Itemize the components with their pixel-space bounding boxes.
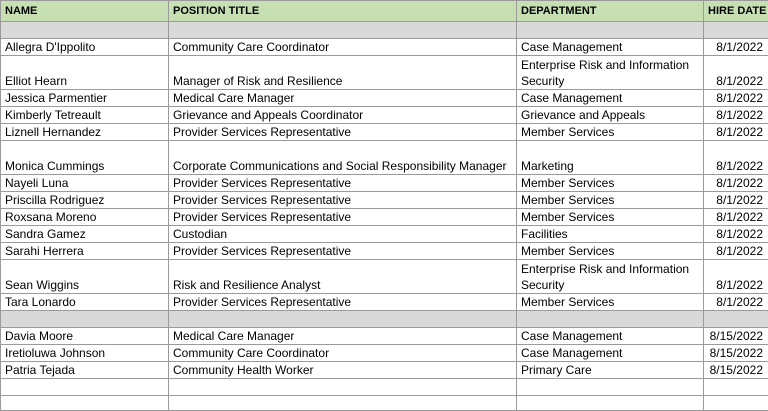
table-row [1,328,768,345]
cell-position[interactable]: Community Care Coordinator [169,345,517,362]
cell-department[interactable]: Grievance and Appeals [517,107,704,124]
table-row [1,260,768,294]
cell-hire-date[interactable]: 8/15/2022 [704,345,768,362]
cell-department[interactable]: Member Services [517,294,704,311]
cell-department[interactable]: Member Services [517,192,704,209]
cell-position[interactable]: Medical Care Manager [169,328,517,345]
cell-name[interactable]: Monica Cummings [1,141,169,175]
empty-cell[interactable] [1,311,169,328]
cell-department[interactable] [517,260,704,294]
cell-position[interactable]: Community Health Worker [169,362,517,379]
cell-position[interactable]: Medical Care Manager [169,90,517,107]
cell-hire-date[interactable]: 8/1/2022 [704,90,768,107]
cell-hire-date[interactable]: 8/1/2022 [704,56,768,90]
empty-cell[interactable] [704,379,768,396]
cell-hire-date[interactable]: 8/1/2022 [704,175,768,192]
table-row [1,243,768,260]
table-row [1,39,768,56]
department-line-2: Security [521,278,564,292]
cell-name[interactable]: Priscilla Rodriguez [1,192,169,209]
header-position-title[interactable]: POSITION TITLE [169,1,517,22]
empty-row [1,396,768,411]
cell-position[interactable]: Grievance and Appeals Coordinator [169,107,517,124]
cell-department[interactable]: Marketing [517,141,704,175]
table-row [1,175,768,192]
cell-department[interactable] [517,56,704,90]
cell-name[interactable]: Tara Lonardo [1,294,169,311]
cell-position[interactable]: Custodian [169,226,517,243]
cell-department[interactable]: Case Management [517,328,704,345]
cell-hire-date[interactable]: 8/1/2022 [704,209,768,226]
cell-position[interactable]: Provider Services Representative [169,192,517,209]
cell-hire-date[interactable]: 8/1/2022 [704,243,768,260]
table-row [1,226,768,243]
cell-hire-date[interactable]: 8/15/2022 [704,328,768,345]
cell-name[interactable]: Allegra D'Ippolito [1,39,169,56]
cell-hire-date[interactable]: 8/1/2022 [704,294,768,311]
empty-cell[interactable] [704,22,768,39]
cell-hire-date[interactable]: 8/1/2022 [704,107,768,124]
table-row [1,107,768,124]
cell-position[interactable]: Manager of Risk and Resilience [169,56,517,90]
cell-position[interactable]: Risk and Resilience Analyst [169,260,517,294]
cell-hire-date[interactable]: 8/15/2022 [704,362,768,379]
empty-cell[interactable] [704,311,768,328]
cell-name[interactable]: Jessica Parmentier [1,90,169,107]
header-hire-date[interactable]: HIRE DATE [704,1,768,22]
cell-hire-date[interactable]: 8/1/2022 [704,260,768,294]
table-row [1,192,768,209]
cell-name[interactable]: Roxsana Moreno [1,209,169,226]
cell-name[interactable]: Davia Moore [1,328,169,345]
table-row [1,294,768,311]
cell-department[interactable]: Member Services [517,175,704,192]
empty-cell[interactable] [1,22,169,39]
empty-cell[interactable] [517,379,704,396]
table-row [1,141,768,175]
cell-position[interactable]: Provider Services Representative [169,175,517,192]
separator-row [1,22,768,39]
table-row [1,124,768,141]
header-department[interactable]: DEPARTMENT [517,1,704,22]
cell-hire-date[interactable]: 8/1/2022 [704,226,768,243]
empty-cell[interactable] [169,379,517,396]
empty-cell[interactable] [1,396,169,411]
cell-name[interactable]: Kimberly Tetreault [1,107,169,124]
cell-name[interactable]: Sarahi Herrera [1,243,169,260]
cell-department[interactable]: Case Management [517,90,704,107]
cell-name[interactable]: Elliot Hearn [1,56,169,90]
cell-position[interactable]: Provider Services Representative [169,243,517,260]
separator-row [1,311,768,328]
empty-cell[interactable] [517,22,704,39]
cell-name[interactable]: Patria Tejada [1,362,169,379]
header-name[interactable]: NAME [1,1,169,22]
empty-row [1,379,768,396]
table-row [1,209,768,226]
cell-hire-date[interactable]: 8/1/2022 [704,141,768,175]
cell-department[interactable]: Member Services [517,124,704,141]
cell-hire-date[interactable]: 8/1/2022 [704,192,768,209]
cell-name[interactable]: Nayeli Luna [1,175,169,192]
table-row [1,362,768,379]
cell-position[interactable]: Corporate Communications and Social Responsibility Manager [169,141,517,175]
cell-name[interactable]: Liznell Hernandez [1,124,169,141]
cell-position[interactable]: Community Care Coordinator [169,39,517,56]
empty-cell[interactable] [169,311,517,328]
department-line-2: Security [521,74,564,88]
table-row [1,90,768,107]
empty-cell[interactable] [517,396,704,411]
cell-position[interactable]: Provider Services Representative [169,124,517,141]
empty-cell[interactable] [517,311,704,328]
cell-department[interactable]: Case Management [517,39,704,56]
cell-department[interactable]: Case Management [517,345,704,362]
empty-cell[interactable] [169,396,517,411]
header-row [1,1,768,22]
cell-hire-date[interactable]: 8/1/2022 [704,124,768,141]
cell-name[interactable]: Sandra Gamez [1,226,169,243]
cell-hire-date[interactable]: 8/1/2022 [704,39,768,56]
cell-name[interactable]: Sean Wiggins [1,260,169,294]
cell-department[interactable]: Primary Care [517,362,704,379]
cell-name[interactable]: Iretioluwa Johnson [1,345,169,362]
empty-cell[interactable] [169,22,517,39]
cell-department[interactable]: Member Services [517,209,704,226]
cell-position[interactable]: Provider Services Representative [169,209,517,226]
cell-department[interactable]: Member Services [517,243,704,260]
cell-department[interactable]: Facilities [517,226,704,243]
cell-position[interactable]: Provider Services Representative [169,294,517,311]
table-row [1,56,768,90]
department-line-1: Enterprise Risk and Information [521,58,689,72]
table-row [1,345,768,362]
empty-cell[interactable] [704,396,768,411]
empty-cell[interactable] [1,379,169,396]
department-line-1: Enterprise Risk and Information [521,262,689,276]
